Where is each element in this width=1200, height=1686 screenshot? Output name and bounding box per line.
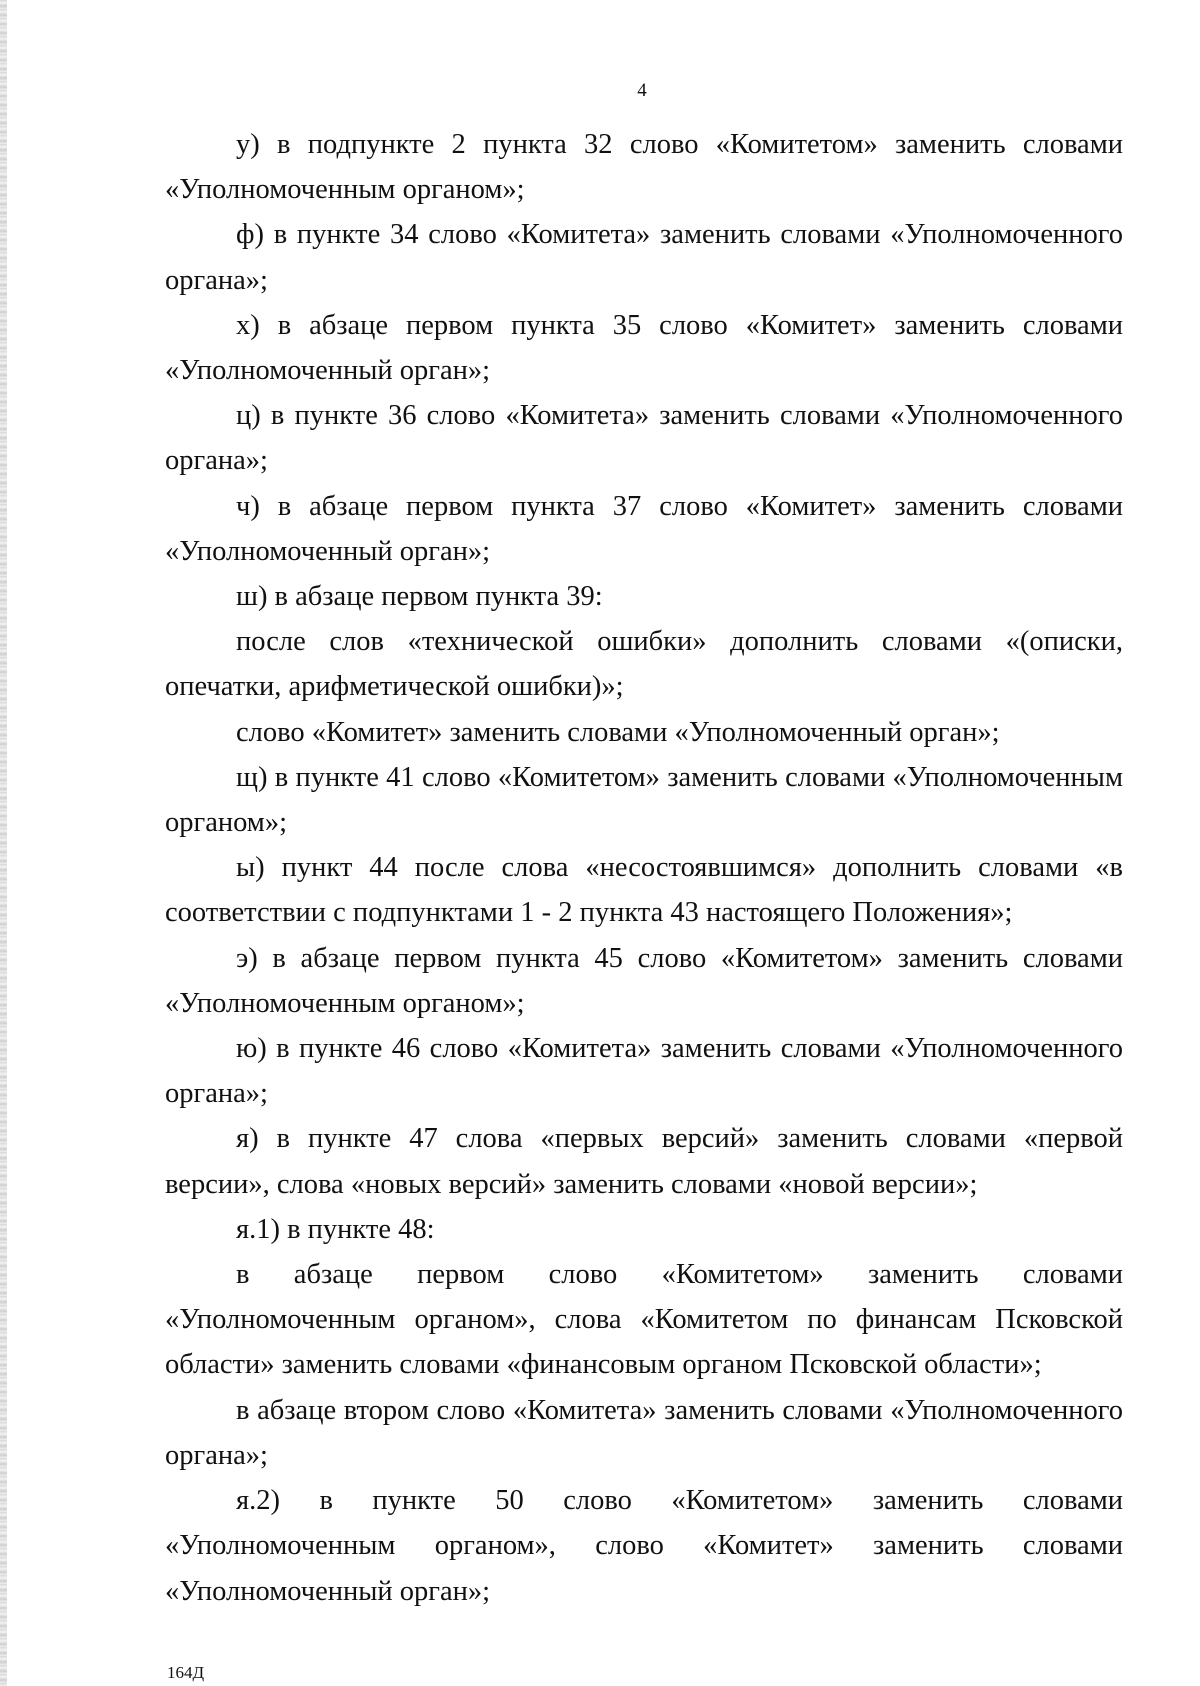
paragraph-e: э) в абзаце первом пункта 45 слово «Комитетом» заменить словами «Уполномоченным органом»; xyxy=(165,942,1123,1019)
paragraph-ya-1-item-2: в абзаце втором слово «Комитета» заменить словами «Уполномоченного органа»; xyxy=(165,1394,1123,1471)
paragraph-ch: ч) в абзаце первом пункта 37 слово «Комитет» заменить словами «Уполномоченный орган»; xyxy=(165,490,1123,567)
paragraph-ya-1-item-1: в абзаце первом слово «Комитетом» заменить словами «Уполномоченным органом», слова «Комитетом по финансам Псковской области» заменить словами «финансовым органом Псковской области»; xyxy=(165,1259,1123,1381)
paragraph-yu: ю) в пункте 46 слово «Комитета» заменить словами «Уполномоченного органа»; xyxy=(165,1033,1123,1110)
paragraph-f: ф) в пункте 34 слово «Комитета» заменить словами «Уполномоченного органа»; xyxy=(165,219,1123,296)
paragraph-y: ы) пункт 44 после слова «несостоявшимся» дополнить словами «в соответствии с подпунктами 1 - 2 пункта 43 настоящего Положения»; xyxy=(165,852,1123,929)
paragraph-sh-item-2: слово «Комитет» заменить словами «Уполномоченный орган»; xyxy=(236,716,1000,748)
paragraph-sh-item-1: после слов «технической ошибки» дополнить словами «(описки, опечатки, арифметической ошибки)»; xyxy=(165,626,1123,703)
page-number: 4 xyxy=(637,80,647,101)
paragraph-ya: я) в пункте 47 слова «первых версий» заменить словами «первой версии», слова «новых версий» заменить словами «новой версии»; xyxy=(165,1123,1123,1200)
paragraph-shch: щ) в пункте 41 слово «Комитетом» заменить словами «Уполномоченным органом»; xyxy=(165,761,1123,839)
paragraph-ya-1: я.1) в пункте 48: xyxy=(236,1213,435,1245)
footer-code: 164Д xyxy=(167,1663,205,1682)
paragraph-ya-2: я.2) в пункте 50 слово «Комитетом» заменить словами «Уполномоченным органом», слово «Комитет» заменить словами «Уполномоченный орган»; xyxy=(165,1485,1123,1607)
paragraph-u: у) в подпункте 2 пункта 32 слово «Комитетом» заменить словами «Уполномоченным органом»; xyxy=(165,129,1123,206)
paragraph-sh: ш) в абзаце первом пункта 39: xyxy=(236,581,603,613)
paragraph-kh: х) в абзаце первом пункта 35 слово «Комитет» заменить словами «Уполномоченный орган»; xyxy=(165,309,1123,387)
paragraph-ts: ц) в пункте 36 слово «Комитета» заменить словами «Уполномоченного органа»; xyxy=(165,400,1123,477)
scan-edge xyxy=(0,0,7,1686)
document-body xyxy=(165,122,1123,1614)
